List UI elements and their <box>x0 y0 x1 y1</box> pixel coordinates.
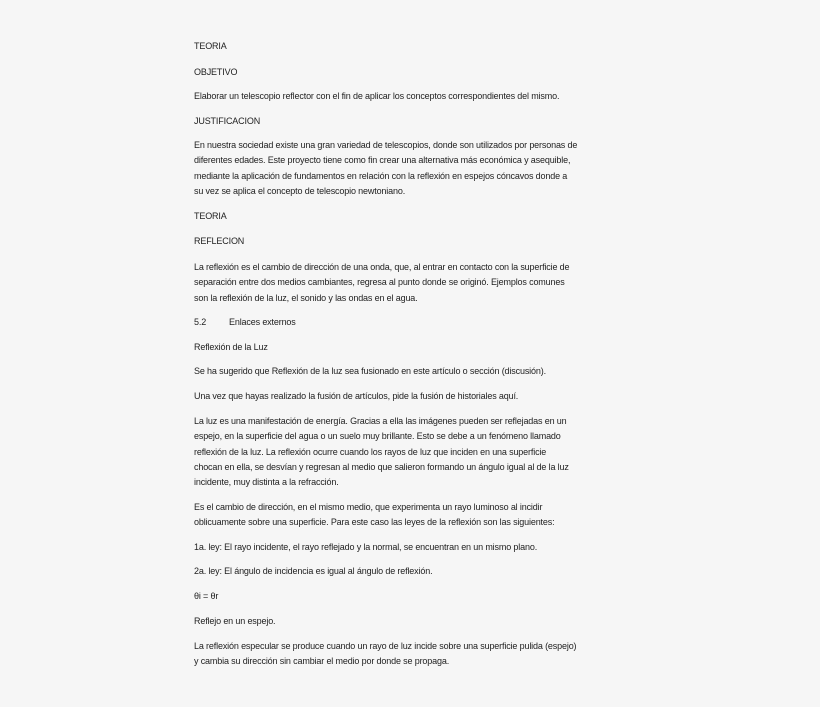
text-line: La luz es una manifestación de energía. Gracias a ella las imágenes pueden ser reflejadas en un <box>194 416 567 426</box>
text-line: θi = θr <box>194 591 219 601</box>
section-heading <box>194 315 296 330</box>
cambio-paragraph <box>194 500 554 531</box>
text-line: diferentes edades. Este proyecto tiene como fin crear una alternativa más económica y asequible, <box>194 155 571 166</box>
luz-paragraph <box>194 414 569 490</box>
text-line: mediante la aplicación de fundamentos en relación con la reflexión en espejos cóncavos donde a <box>194 170 568 181</box>
ley-1 <box>194 540 537 555</box>
text-line: espejo, en la superficie del agua o un suelo muy brillante. Esto se debe a un fenómeno llamado <box>194 431 561 442</box>
heading-teoria-2: TEORIA <box>194 211 227 221</box>
especular-paragraph <box>194 639 576 670</box>
reflecion-paragraph <box>194 260 569 306</box>
text-line: chocan en ella, se desvían y regresan al medio que salieron formando un ángulo igual al de la luz <box>194 461 569 472</box>
text-line: Reflejo en un espejo. <box>194 616 276 626</box>
text-line: y cambia su dirección sin cambiar el medio por donde se propaga. <box>194 656 450 667</box>
section-number: 5.2 <box>194 317 207 327</box>
text-line: Es el cambio de dirección, en el mismo medio, que experimenta un rayo luminoso al incidir <box>194 502 543 512</box>
heading-reflexion-luz: Reflexión de la Luz <box>194 342 268 352</box>
text-line: Se ha sugerido que Reflexión de la luz sea fusionado en este artículo o sección (discusión). <box>194 366 546 376</box>
text-line: son la reflexión de la luz, el sonido y las ondas en el agua. <box>194 292 418 303</box>
text-line: reflexión de la luz. La reflexión ocurre cuando los rayos de luz que inciden en una superficie <box>194 446 547 457</box>
text-line: incidente, muy distinta a la refracción. <box>194 477 339 488</box>
heading-reflecion: REFLECION <box>194 236 245 246</box>
text-line: oblicuamente sobre una superficie. Para este caso las leyes de la reflexión son las siguientes: <box>194 517 555 528</box>
reflejo-caption <box>194 614 275 629</box>
section-title: Enlaces externos <box>229 317 296 327</box>
ley-2 <box>194 564 432 579</box>
objetivo-paragraph <box>194 89 559 104</box>
formula <box>194 589 218 604</box>
text-line: Elaborar un telescopio reflector con el fin de aplicar los conceptos correspondientes del mismo. <box>194 91 560 101</box>
text-line: 2a. ley: El ángulo de incidencia es igual al ángulo de reflexión. <box>194 566 433 576</box>
text-line: separación entre dos medios cambiantes, regresa al punto donde se originó. Ejemplos comunes <box>194 277 565 288</box>
text-line: La reflexión es el cambio de dirección de una onda, que, al entrar en contacto con la superficie de <box>194 262 570 272</box>
text-line: En nuestra sociedad existe una gran variedad de telescopios, donde son utilizados por personas de <box>194 140 578 150</box>
justificacion-paragraph <box>194 138 577 199</box>
heading-objetivo: OBJETIVO <box>194 67 238 77</box>
merge-notice <box>194 364 546 379</box>
text-line: 1a. ley: El rayo incidente, el rayo reflejado y la normal, se encuentran en un mismo plano. <box>194 542 538 552</box>
heading-justificacion: JUSTIFICACION <box>194 116 261 126</box>
merge-history <box>194 389 518 404</box>
text-line: La reflexión especular se produce cuando un rayo de luz incide sobre una superficie pulida (espejo) <box>194 641 577 651</box>
text-line: su vez se aplica el concepto de telescopio newtoniano. <box>194 185 406 196</box>
heading-teoria: TEORIA <box>194 41 227 51</box>
text-line: Una vez que hayas realizado la fusión de artículos, pide la fusión de historiales aquí. <box>194 391 519 401</box>
